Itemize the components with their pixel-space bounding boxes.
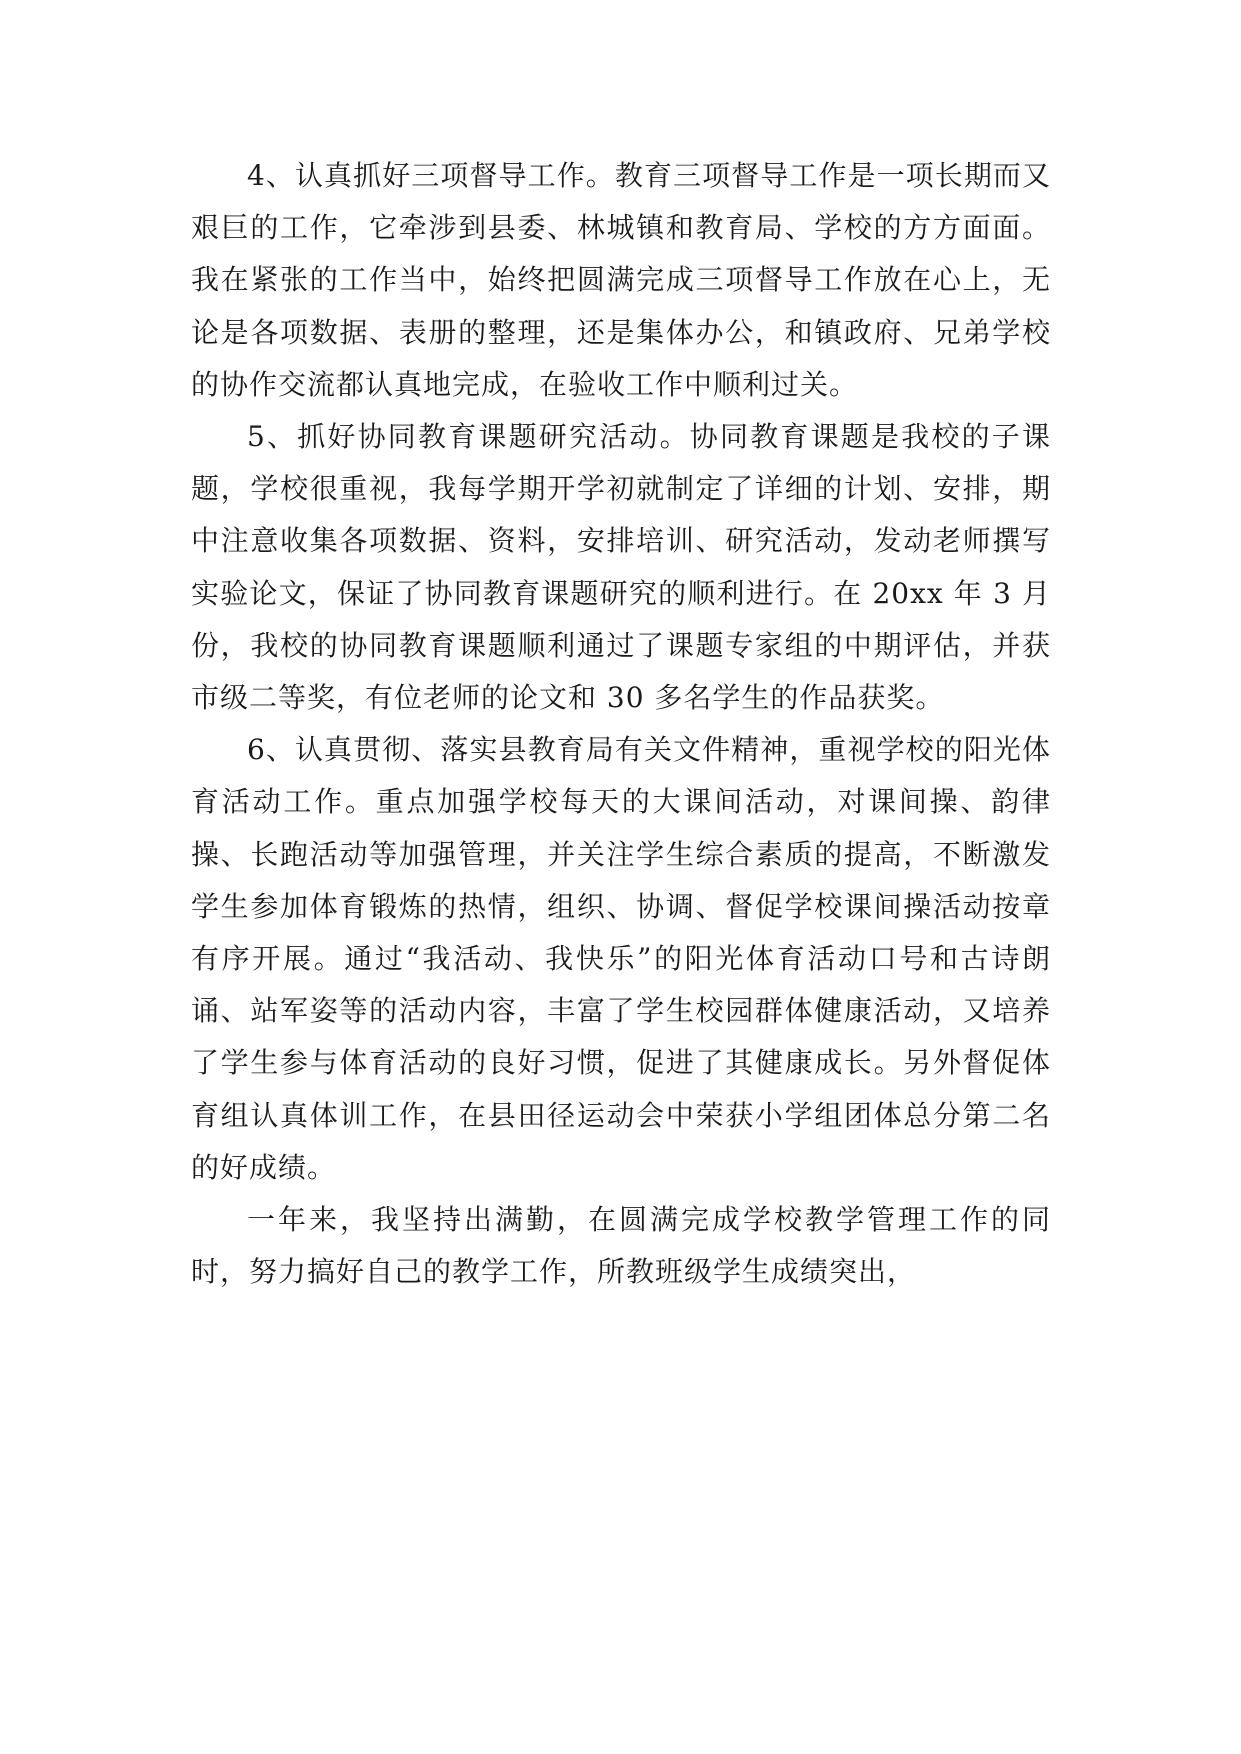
paragraph-supervision: 4、认真抓好三项督导工作。教育三项督导工作是一项长期而又艰巨的工作，它牵涉到县委、林城镇和教育局、学校的方方面面。我在紧张的工作当中，始终把圆满完成三项督导工作放在心上，无论是各项数据、表册的整理，还是集体办公，和镇政府、兄弟学校的协作交流都认真地完成，在验收工作中顺利过关。 (191, 159, 1051, 401)
paragraph-sports: 6、认真贯彻、落实县教育局有关文件精神，重视学校的阳光体育活动工作。重点加强学校每天的大课间活动，对课间操、韵律操、长跑活动等加强管理，并关注学生综合素质的提高，不断激发学生参加体育锻炼的热情，组织、协调、督促学校课间操活动按章有序开展。通过“我活动、我快乐”的阳光体育活动口号和古诗朗诵、站军姿等的活动内容，丰富了学生校园群体健康活动，又培养了学生参与体育活动的良好习惯，促进了其健康成长。另外督促体育组认真体训工作，在县田径运动会中荣获小学组团体总分第二名的好成绩。 (191, 733, 1051, 1184)
paragraph-research: 5、抓好协同教育课题研究活动。协同教育课题是我校的子课题，学校很重视，我每学期开学初就制定了详细的计划、安排，期中注意收集各项数据、资料，安排培训、研究活动，发动老师撰写实验论文，保证了协同教育课题研究的顺利进行。在 20xx 年 3 月份，我校的协同教育课题顺利通过了课题专家组的中期评估，并获市级二等奖，有位老师的论文和 30 多名学生的作品获奖。 (191, 420, 1051, 715)
paragraph-summary: 一年来，我坚持出满勤，在圆满完成学校教学管理工作的同时，努力搞好自己的教学工作，所教班级学生成绩突出， (191, 1203, 1051, 1289)
document-page (191, 150, 1051, 1298)
